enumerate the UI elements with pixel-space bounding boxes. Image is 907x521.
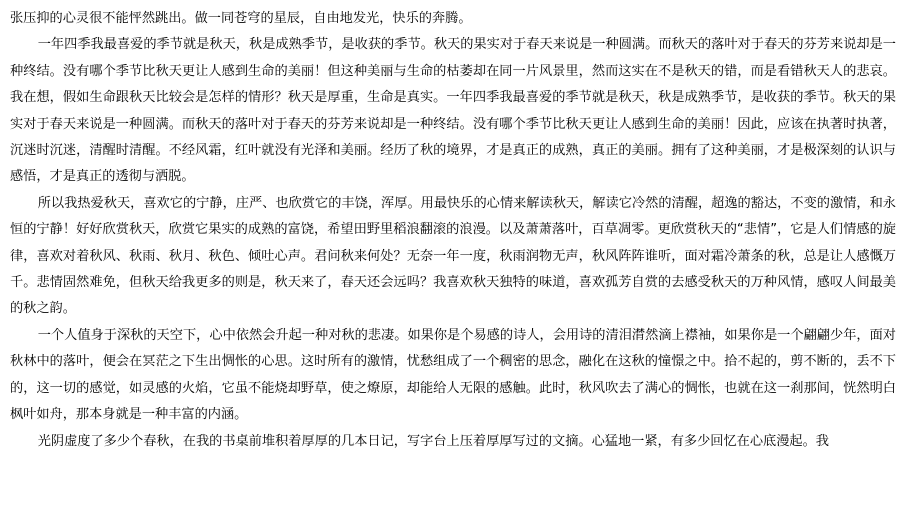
paragraph-time-passing: 光阴虚度了多少个春秋，在我的书桌前堆积着厚厚的几本日记，写字台上压着厚厚写过的文摘。心猛地一紧，有多少回忆在心底漫起。我: [37, 433, 829, 449]
paragraph-late-autumn: 一个人值身于深秋的天空下，心中依然会升起一种对秋的悲凄。如果你是个易感的诗人，会用诗的清泪潸然滴上襟袖，如果你是一个翩翩少年，面对秋林中的落叶，便会在冥茫之下生出惆怅的心思。这时所有的激情，忧愁组成了一个稠密的思念，融化在这秋的憧憬之中。拾不起的，剪不断的，丢不下的，这一切的感觉，如灵感的火焰，它虽不能烧却野草，使之燎原，却能给人无限的感触。此时，秋风吹去了满心的惆怅，也就在这一刹那间，恍然明白枫叶如舟，那本身就是一种丰富的内涵。: [10, 327, 896, 423]
paragraph-love-autumn: 所以我热爱秋天，喜欢它的宁静，庄严、也欣赏它的丰饶，浑厚。用最快乐的心情来解读秋天，解读它冷然的清醒，超逸的豁达，不变的激情，和永恒的宁静！好好欣赏秋天，欣赏它果实的成熟的富饶，希望田野里稻浪翻滚的浪漫。以及萧萧落叶，百草凋零。更欣赏秋天的“悲情”，它是人们情感的旋律，喜欢对着秋风、秋雨、秋月、秋色、倾吐心声。君问秋来何处？无奈一年一度，秋雨润物无声，秋风阵阵谁听，面对霜冷萧条的秋，总是让人感慨万千。悲情固然难免，但秋天给我更多的则是，秋天来了，春天还会远吗？我喜欢秋天独特的味道，喜欢孤芳自赏的去感受秋天的万种风情，感叹人间最美的秋之韵。: [10, 195, 896, 317]
article-body: [10, 6, 896, 455]
paragraph-autumn-favorite: 一年四季我最喜爱的季节就是秋天，秋是成熟季节，是收获的季节。秋天的果实对于春天来说是一种圆满。而秋天的落叶对于春天的芬芳来说却是一种终结。没有哪个季节比秋天更让人感到生命的美丽！但这种美丽与生命的枯萎却在同一片风景里，然而这实在不是秋天的错，而是看错秋天人的悲哀。我在想，假如生命跟秋天比较会是怎样的情形？秋天是厚重，生命是真实。一年四季我最喜爱的季节就是秋天，秋是成熟季节，是收获的季节。秋天的果实对于春天来说是一种圆满。而秋天的落叶对于春天的芬芳来说却是一种终结。没有哪个季节比秋天更让人感到生命的美丽！因此，应该在执著时执著，沉迷时沉迷，清醒时清醒。不经风霜，红叶就没有光泽和美丽。经历了秋的境界，才是真正的成熟，真正的美丽。拥有了这种美丽，才是极深刻的认识与感悟，才是真正的透彻与洒脱。: [10, 37, 896, 185]
paragraph-continuation: 张压抑的心灵很不能怦然跳出。做一同苍穹的星辰，自由地发光，快乐的奔腾。: [10, 11, 472, 26]
